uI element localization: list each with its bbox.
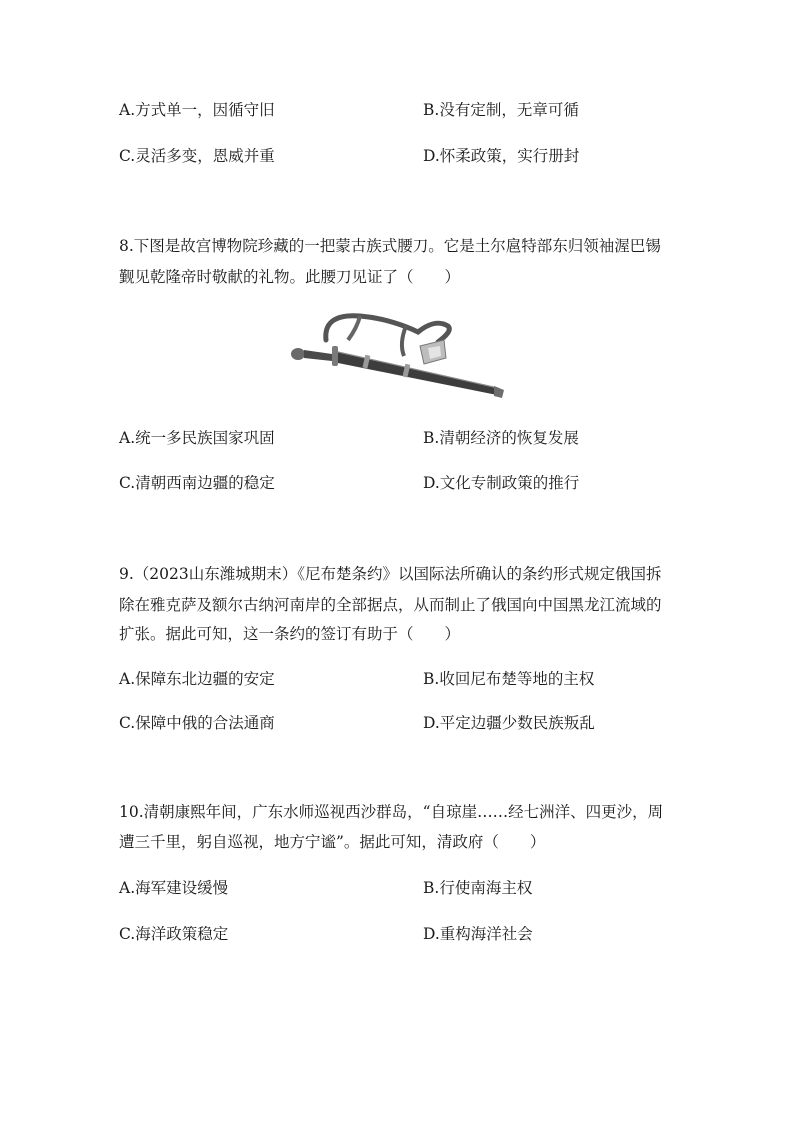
q8-stem-line-1: 8.下图是故宫博物院珍藏的一把蒙古族式腰刀。它是土尔扈特部东归领袖渥巴锡 <box>119 237 661 255</box>
q9-option-c: C.保障中俄的合法通商 <box>119 714 275 732</box>
q9-option-a: A.保障东北边疆的安定 <box>119 670 275 688</box>
mongolian-sabre-image <box>288 306 510 402</box>
q7-option-a: A.方式单一，因循守旧 <box>119 101 275 119</box>
q10-option-c: C.海洋政策稳定 <box>119 925 229 943</box>
q7-option-d: D.怀柔政策，实行册封 <box>423 147 580 165</box>
q10-option-b: B.行使南海主权 <box>423 879 533 897</box>
q8-option-c: C.清朝西南边疆的稳定 <box>119 474 275 492</box>
q10-stem-line-2: 遭三千里，躬自巡视，地方宁谧”。据此可知，清政府（ ） <box>119 833 546 851</box>
q9-stem-line-2: 除在雅克萨及额尔古纳河南岸的全部据点，从而制止了俄国向中国黑龙江流域的 <box>119 596 662 614</box>
q9-stem-line-1: 9.（2023山东潍城期末）《尼布楚条约》以国际法所确认的条约形式规定俄国拆 <box>119 565 662 583</box>
q10-stem-line-1: 10.清朝康熙年间，广东水师巡视西沙群岛，“自琼崖……经七洲洋、四更沙，周 <box>119 803 664 821</box>
q10-option-a: A.海军建设缓慢 <box>119 879 229 897</box>
q7-option-c: C.灵活多变，恩威并重 <box>119 147 275 165</box>
q8-option-b: B.清朝经济的恢复发展 <box>423 429 579 447</box>
q9-option-d: D.平定边疆少数民族叛乱 <box>423 714 595 732</box>
q8-option-a: A.统一多民族国家巩固 <box>119 429 275 447</box>
q10-option-d: D.重构海洋社会 <box>423 925 533 943</box>
q8-stem-line-2: 觐见乾隆帝时敬献的礼物。此腰刀见证了（ ） <box>119 268 461 286</box>
q8-option-d: D.文化专制政策的推行 <box>423 474 580 492</box>
q9-stem-line-3: 扩张。据此可知，这一条约的签订有助于（ ） <box>119 625 461 643</box>
q7-option-b: B.没有定制，无章可循 <box>423 101 579 119</box>
q9-option-b: B.收回尼布楚等地的主权 <box>423 670 595 688</box>
